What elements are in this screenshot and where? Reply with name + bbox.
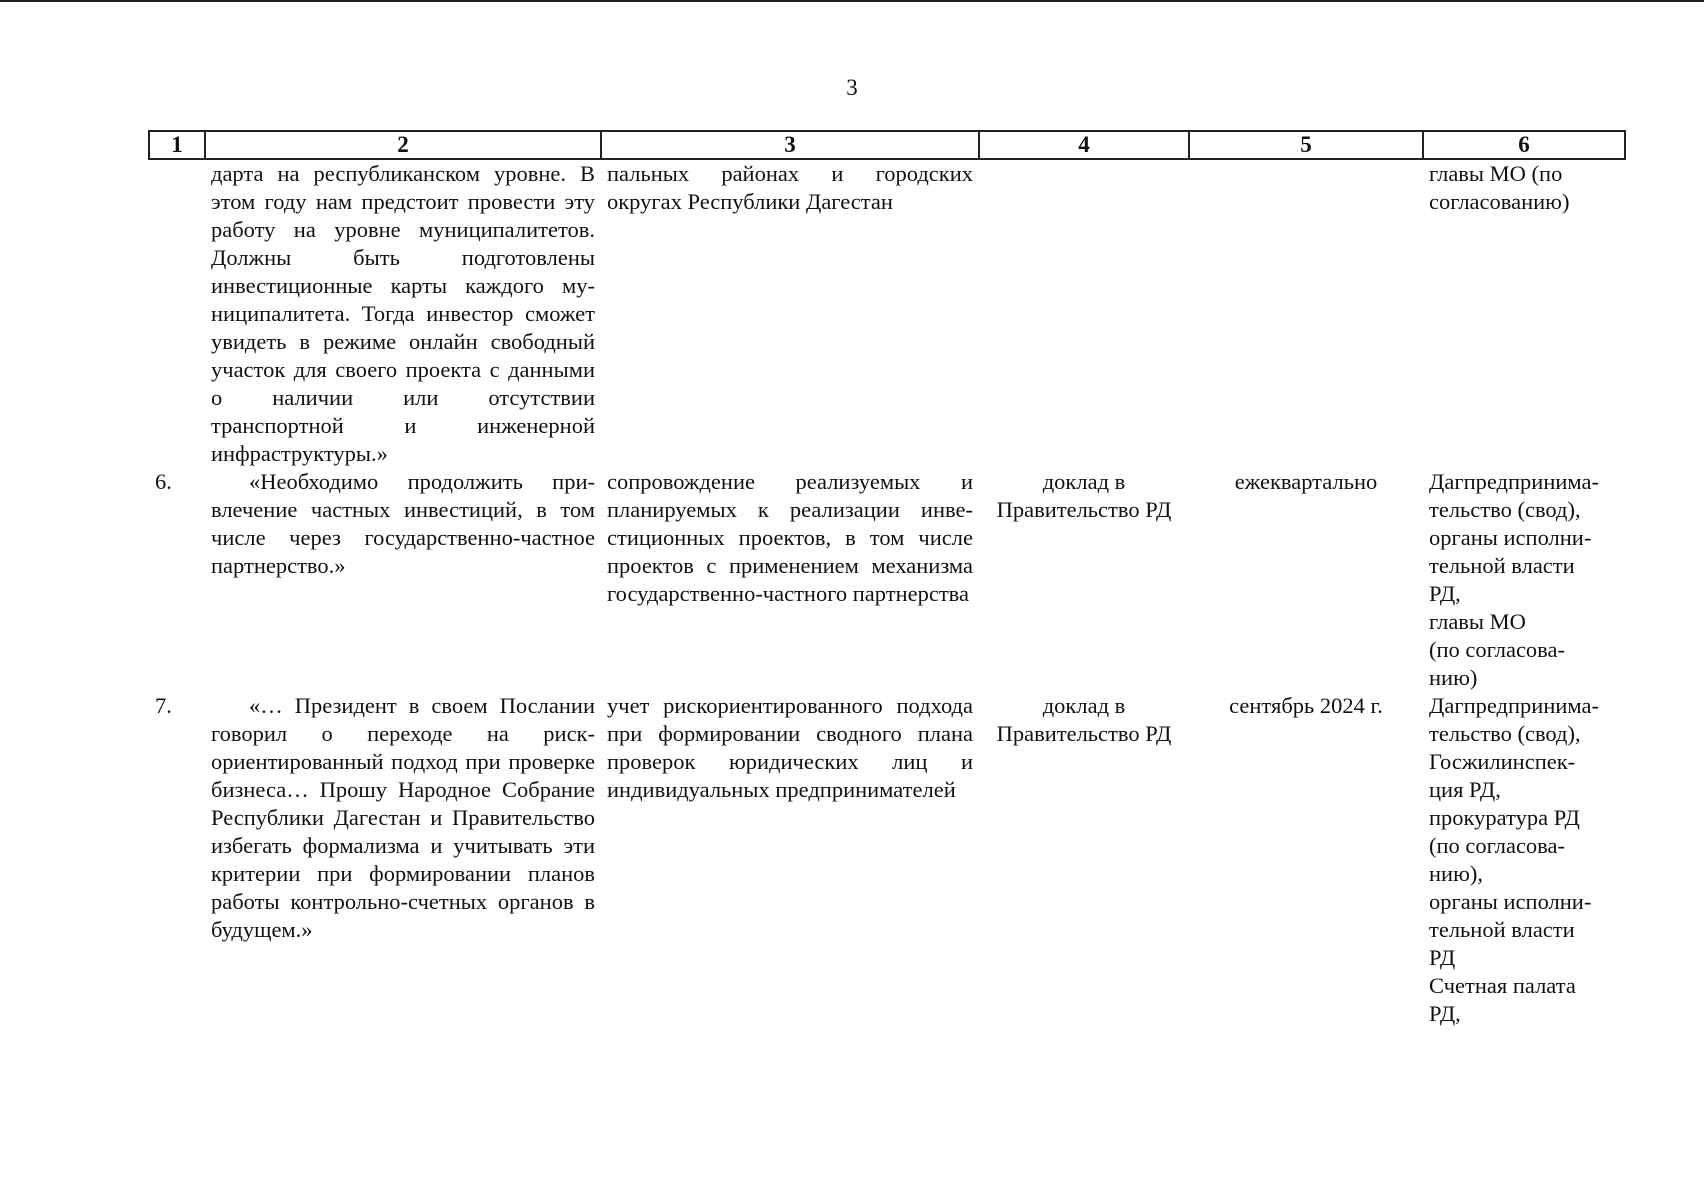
deadline: ежеквартально [1234, 469, 1378, 494]
completion-form: доклад в Правительство РД [996, 693, 1172, 746]
measure-description: сопровождение реализуемых и планируемых к реализации инвестиционных проектов, в том числе проектов с применением механизма государственно-частного партнерства [607, 469, 973, 606]
measure-description: пальных районах и городских округах Республики Дагестан [607, 161, 973, 214]
column-header-2: 2 [205, 131, 601, 159]
row-number [149, 159, 205, 468]
column-header-5: 5 [1189, 131, 1423, 159]
row-number: 7. [155, 693, 172, 718]
responsible-executors: Дагпредпринима- тельство (свод), Госжилинспек- ция РД, прокуратура РД (по согласова- нию), органы исполни- тельной власти РД Счетная палата РД, [1429, 693, 1599, 1026]
responsible-executors: Дагпредпринима- тельство (свод), органы исполни- тельной власти РД, главы МО (по согласова- нию) [1429, 469, 1599, 690]
message-quote: «… Президент в своем Послании говорил о переходе на риск-ориентированный подход при проверке бизнеса… Прошу Народное Собрание Республики Дагестан и Правительство избегать формализма и учитывать эти критерии при формировании планов работы контрольно-счетных органов в будущем.» [211, 693, 595, 942]
completion-form [979, 159, 1189, 468]
measure-description: учет рискориентированного подхода при формировании сводного плана проверок юридических лиц и индивидуальных предпринимателей [607, 693, 973, 802]
table-row [149, 692, 1625, 1028]
deadline: сентябрь 2024 г. [1229, 693, 1383, 718]
message-quote: дарта на республиканском уровне. В этом году нам предстоит провести эту работу на уровне муниципалитетов. Должны быть подготовлены инвестиционные карты каждого муниципалитета. Тогда инвестор сможет увидеть в режиме онлайн свободный участок для своего проекта с данными о наличии или отсутствии транспортной и инженерной инфраструктуры.» [211, 161, 595, 466]
message-quote: «Необходимо продолжить привлечение частных инвестиций, в том числе через государственно-частное партнерство.» [211, 469, 595, 578]
responsible-executors: главы МО (по согласованию) [1429, 161, 1570, 214]
column-header-3: 3 [601, 131, 979, 159]
page-number: 3 [846, 75, 858, 100]
row-number: 6. [155, 469, 172, 494]
completion-form: доклад в Правительство РД [996, 469, 1172, 522]
deadline [1189, 159, 1423, 468]
table-row [149, 468, 1625, 692]
top-border-line [0, 0, 1704, 2]
column-header-1: 1 [149, 131, 205, 159]
table-row [149, 159, 1625, 468]
table-header-row [149, 131, 1625, 159]
column-header-4: 4 [979, 131, 1189, 159]
plan-table [148, 130, 1626, 1028]
column-header-6: 6 [1423, 131, 1625, 159]
